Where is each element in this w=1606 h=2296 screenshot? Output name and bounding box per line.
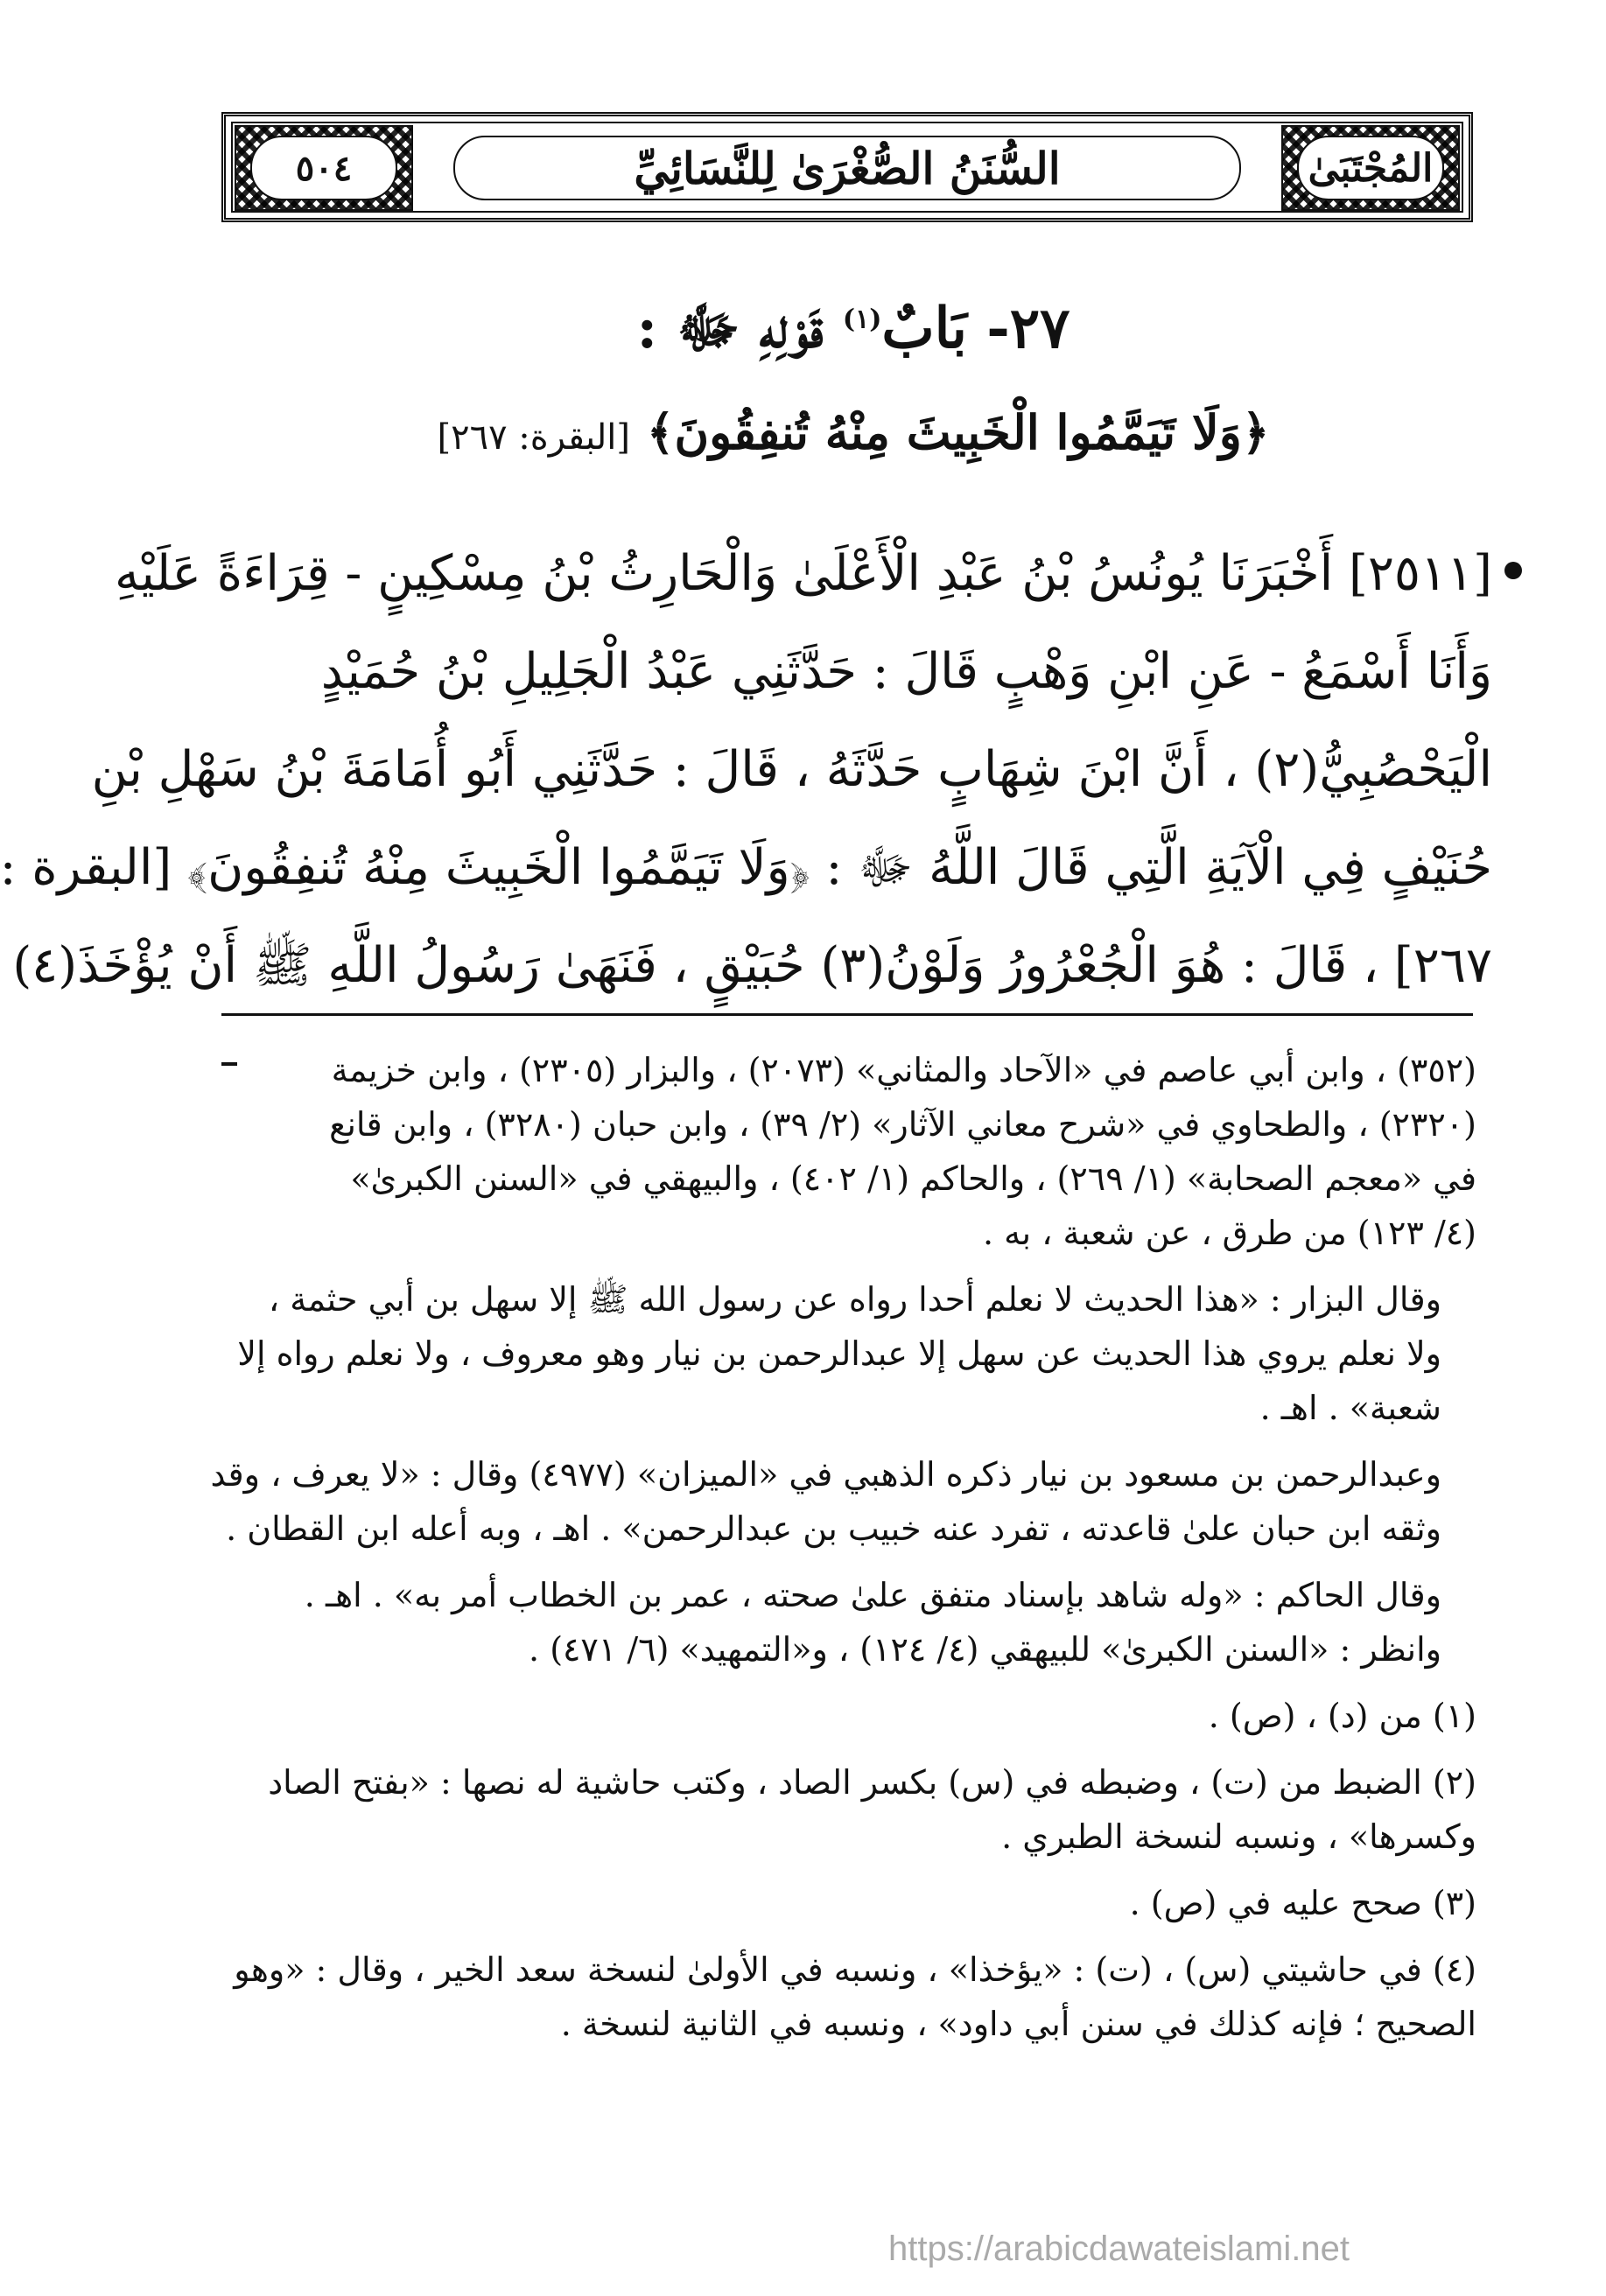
- footnote-line: وعبدالرحمن بن مسعود بن نيار ذكره الذهبي في «الميزان» (٤٩٧٧) وقال : «لا يعرف ، وقد: [210, 1455, 1441, 1494]
- book-title: السُّنَنُ الصُّغْرَىٰ لِلنَّسَائِيِّ: [453, 136, 1241, 200]
- chapter-heading: [101, 294, 1606, 375]
- verse-reference: [البقرة: ٢٦٧]: [437, 417, 631, 458]
- footnote-line: (٢٣٢٠) ، والطحاوي في «شرح معاني الآثار» (٢/ ٣٩) ، وابن حبان (٣٢٨٠) ، وابن قانع: [329, 1105, 1476, 1144]
- footnote-line: (٣٥٢) ، وابن أبي عاصم في «الآحاد والمثاني» (٢٠٧٣) ، والبزار (٢٣٠٥) ، وابن خزيمة: [331, 1051, 1476, 1089]
- series-title: المُجْتَبَىٰ: [1297, 136, 1444, 200]
- footnote-block: [225, 1755, 1476, 1864]
- footnote-block: [225, 1272, 1476, 1435]
- footnote-block: [210, 1447, 1476, 1556]
- hadith-line: الْيَحْصُبِيُّ(٢) ، أَنَّ ابْنَ شِهَابٍ حَدَّثَهُ ، قَالَ : حَدَّثَنِي أَبُو أُمَامَةَ بْنُ سَهْلِ بْنِ: [91, 741, 1492, 798]
- footnote-block: [225, 1876, 1476, 1930]
- footnote-line: وقال البزار : «هذا الحديث لا نعلم أحدا رواه عن رسول الله ﷺ إلا سهل بن أبي حثمة ،: [268, 1280, 1441, 1319]
- hadith-line: وَأَنَا أَسْمَعُ - عَنِ ابْنِ وَهْبٍ قَالَ : حَدَّثَنِي عَبْدُ الْجَلِيلِ بْنُ حُمَيْدٍ: [320, 643, 1492, 700]
- footnote-line: الصحيح ؛ فإنه كذلك في سنن أبي داود» ، ونسبه في الثانية لنسخة .: [560, 2005, 1476, 2043]
- footnote-line: وكسرها» ، ونسبه لنسخة الطبري .: [1001, 1817, 1476, 1856]
- footnote-line: (٣) صحح عليه في (ص) .: [1129, 1884, 1476, 1922]
- footnote-line: شعبة» . اهـ .: [1259, 1389, 1441, 1427]
- page-header: [221, 112, 1473, 222]
- hadith-text: [0, 525, 1492, 1015]
- chapter-heading-rest: قَوْلِهِ ﷻ :: [636, 296, 824, 361]
- hadith-line: ٢٦٧] ، قَالَ : هُوَ الْجُعْرُورُ وَلَوْنُ(٣) حُبَيْقٍ ، فَنَهَىٰ رَسُولُ اللَّهِ ﷺ أَنْ يُؤْخَذَ(٤): [12, 937, 1492, 994]
- verse-text: ﴿وَلَا تَيَمَّمُوا الْخَبِيثَ مِنْهُ تُنفِقُونَ﴾: [646, 404, 1270, 460]
- page-number: ٥٠٤: [250, 136, 397, 200]
- footnotes: [210, 1043, 1476, 2063]
- footnote-block: [225, 1043, 1476, 1260]
- footnote-line: ولا نعلم يروي هذا الحديث عن سهل إلا عبدالرحمن بن نيار وهو معروف ، ولا نعلم رواه إلا: [237, 1334, 1441, 1373]
- footnote-line: (٤) في حاشيتي (س) ، (ت) : «يؤخذا» ، ونسبه في الأولىٰ لنسخة سعد الخير ، وقال : «وهو: [234, 1950, 1476, 1989]
- footnote-block: [225, 1568, 1476, 1676]
- footnote-block: [225, 1689, 1476, 1743]
- chapter-number-title: ٢٧- بَابٌ: [881, 296, 1070, 361]
- watermark-url: https://arabicdawateislami.net: [888, 2230, 1350, 2268]
- footnote-line: وقال الحاكم : «وله شاهد بإسناد متفق علىٰ صحته ، عمر بن الخطاب أمر به» . اهـ .: [304, 1576, 1441, 1614]
- footnote-line: وثقه ابن حبان علىٰ قاعدته ، تفرد عنه خبيب بن عبدالرحمن» . اهـ ، وبه أعله ابن القطان .: [226, 1509, 1441, 1548]
- footnote-line: (٢) الضبط من (ت) ، وضبطه في (س) بكسر الصاد ، وكتب حاشية له نصها : «بفتح الصاد: [268, 1763, 1476, 1802]
- hadith-line: [٢٥١١] أَخْبَرَنَا يُونُسُ بْنُ عَبْدِ الْأَعْلَىٰ وَالْحَارِثُ بْنُ مِسْكِينٍ - قِرَاءَةً عَلَيْهِ: [115, 545, 1492, 602]
- footnote-block: [225, 1942, 1476, 2051]
- chapter-verse: [101, 404, 1606, 460]
- footnote-mark: (١): [842, 304, 882, 335]
- footnote-line: في «معجم الصحابة» (١/ ٢٦٩) ، والحاكم (١/ ٤٠٢) ، والبيهقي في «السنن الكبرىٰ»: [350, 1159, 1476, 1198]
- footnote-line: (١) من (د) ، (ص) .: [1208, 1697, 1476, 1735]
- footnote-line: (٤/ ١٢٣) من طرق ، عن شعبة ، به .: [983, 1214, 1476, 1252]
- footnote-line: وانظر : «السنن الكبرىٰ» للبيهقي (٤/ ١٢٤) ، و«التمهيد» (٦/ ٤٧١) .: [529, 1630, 1441, 1669]
- hadith-bullet-icon: [1504, 562, 1522, 579]
- footnote-separator: [221, 1013, 1473, 1016]
- hadith-line: حُنَيْفٍ فِي الْآيَةِ الَّتِي قَالَ اللَّهُ ﷻ : ﴿وَلَا تَيَمَّمُوا الْخَبِيثَ مِنْهُ تُنفِقُونَ﴾ [البقرة :: [0, 839, 1492, 896]
